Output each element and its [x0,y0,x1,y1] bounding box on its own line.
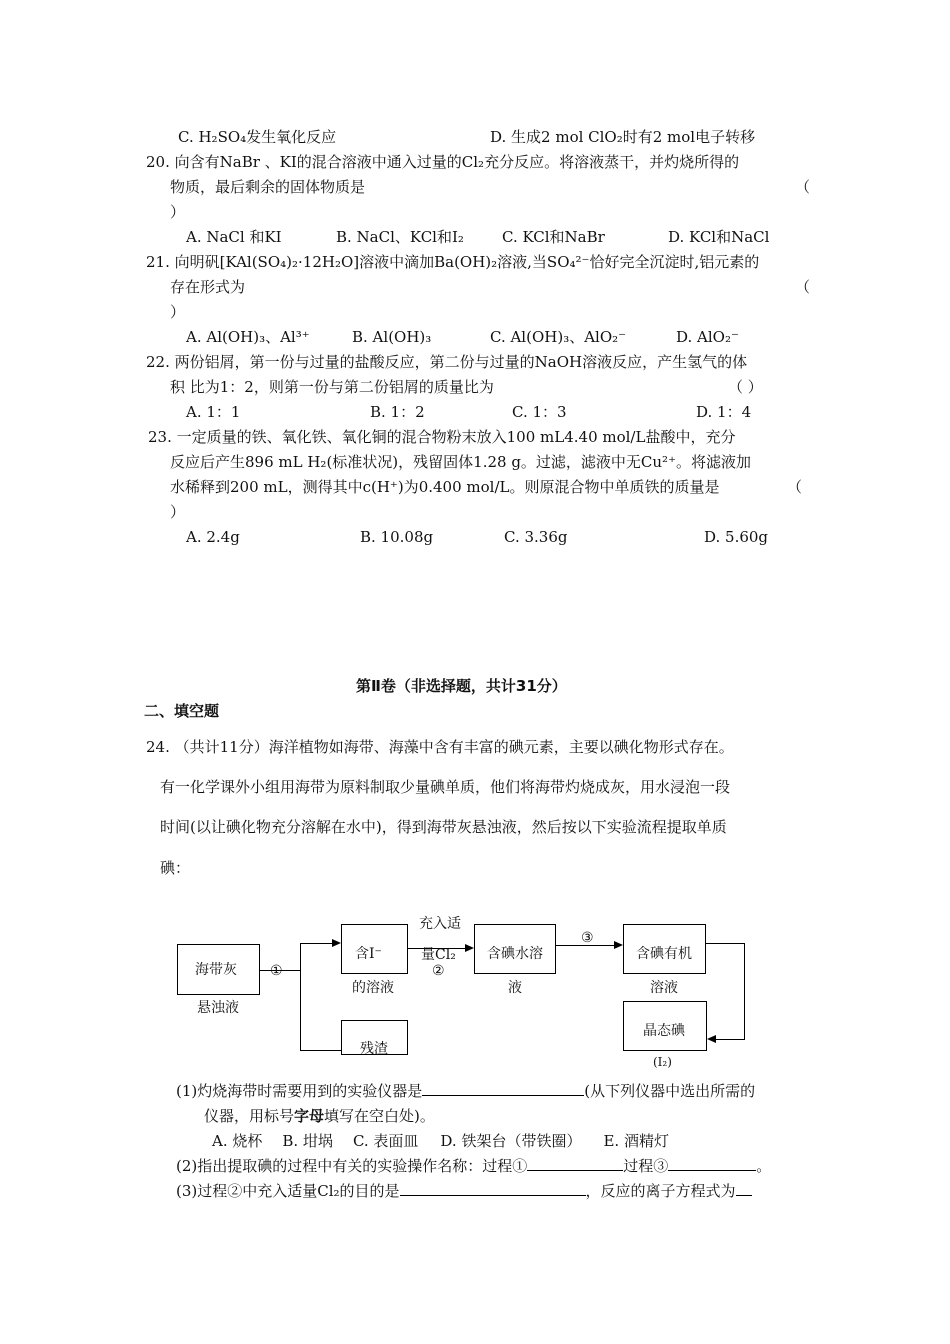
q24-sub3-blank-1[interactable] [400,1181,586,1196]
q24-sub3-blank-2[interactable] [736,1181,752,1196]
q22-option-c: C. 1：3 [512,403,567,421]
arrow-head-icon [332,939,341,947]
q20-paren-open: （ [795,178,811,196]
flow-return-vertical [744,943,745,1040]
q23-stem-line3: 水稀释到200 mL，测得其中c(H⁺)为0.400 mol/L。则原混合物中单质铁的质量是 [170,478,720,496]
q24-sub2 [176,1156,771,1176]
q24-sub2-text-b: 过程③ [623,1157,669,1175]
q23-paren-open: （ [787,478,803,496]
q24-intro-line4: 碘： [160,859,191,877]
instrument-e: E. 酒精灯 [603,1132,669,1150]
step-1-label: ① [270,963,283,979]
step-2-reagent-top: 充入适 [419,916,461,932]
q22-option-b: B. 1：2 [370,403,425,421]
q20-paren-close: ） [170,203,186,221]
arrow-head-icon [614,941,623,949]
box-iodine-water-label: 含碘水溶 [487,946,543,962]
q23-option-b: B. 10.08g [360,528,434,546]
q21-option-c: C. Al(OH)₃、AlO₂⁻ [490,328,627,346]
q24-sub1-bold: 字母 [294,1107,325,1125]
flow-return-top [706,943,745,944]
arrow-head-icon [707,1035,716,1043]
q22-option-a: A. 1：1 [186,403,241,421]
q20-option-c: C. KCl和NaBr [502,228,605,246]
box-iodine-organic-label: 含碘有机 [636,946,692,962]
section-heading: 二、填空题 [144,702,220,720]
q24-sub1-text-c: 仪器，用标号 [204,1107,295,1125]
q21-option-d: D. AlO₂⁻ [676,328,739,346]
q23-paren-close: ） [170,503,186,521]
q24-sub1-text-a: (1)灼烧海带时需要用到的实验仪器是 [176,1082,423,1100]
instrument-a: A. 烧杯 [212,1132,263,1150]
q24-sub3-text-b: ，反应的离子方程式为 [585,1182,736,1200]
q24-sub1 [176,1081,755,1101]
instrument-list [212,1131,669,1151]
q24-sub2-text-a: (2)指出提取碘的过程中有关的实验操作名称：过程① [176,1157,528,1175]
q20-option-a: A. NaCl 和KI [186,228,282,246]
step-2-reagent: 量Cl₂ [421,947,456,963]
q21-option-b: B. Al(OH)₃ [352,328,432,346]
q23-option-a: A. 2.4g [186,528,240,546]
box-crystal-iodine-caption: (I₂) [653,1055,672,1069]
q24-sub1-blank[interactable] [422,1081,584,1096]
q19-option-d: D. 生成2 mol ClO₂时有2 mol电子转移 [490,128,756,146]
instrument-b: B. 坩埚 [282,1132,333,1150]
q24-sub1-line2 [204,1106,435,1126]
arrow-head-icon [465,944,474,952]
q21-option-a: A. Al(OH)₃、Al³⁺ [186,328,310,346]
q22-option-d: D. 1：4 [696,403,752,421]
q21-paren-close: ） [170,303,186,321]
step-2-label: ② [432,963,445,979]
box-iodine-organic-caption: 溶液 [650,980,678,996]
q24-sub2-blank-2[interactable] [668,1156,756,1171]
q22-answer-paren: （ ） [728,378,763,396]
q20-stem-line2: 物质，最后剩余的固体物质是 [170,178,366,196]
q23-option-c: C. 3.36g [504,528,568,546]
section-title: 第Ⅱ卷（非选择题，共计31分） [356,677,567,695]
box-iodide-solution-label: 含I⁻ [355,946,382,962]
q24-sub3 [176,1181,752,1201]
q24-sub2-blank-1[interactable] [527,1156,623,1171]
flow-branch-line [300,943,301,1051]
box-crystal-iodine-label: 晶态碘 [643,1023,685,1039]
flow-arrow-upper [300,943,334,944]
q24-intro-line1: 24. （共计11分）海洋植物如海带、海藻中含有丰富的碘元素，主要以碘化物形式存在。 [146,738,734,756]
flow-line-lower [300,1050,341,1051]
q20-option-b: B. NaCl、KCl和I₂ [336,228,464,246]
q21-paren-open: （ [795,278,811,296]
q22-stem-line1: 22. 两份铝屑，第一份与过量的盐酸反应，第二份与过量的NaOH溶液反应，产生氢气的体 [146,353,748,371]
q20-stem-line1: 20. 向含有NaBr 、KI的混合溶液中通入过量的Cl₂充分反应。将溶液蒸干，并灼烧所得的 [146,153,740,171]
instrument-d: D. 铁架台（带铁圈） [440,1132,582,1150]
q23-option-d: D. 5.60g [704,528,769,546]
q24-sub3-text-a: (3)过程②中充入适量Cl₂的目的是 [176,1182,400,1200]
flow-return-bottom [715,1039,745,1040]
box-residue-label: 残渣 [360,1041,388,1057]
box-kelp-ash-label: 海带灰 [195,962,237,978]
q23-stem-line1: 23. 一定质量的铁、氧化铁、氧化铜的混合物粉末放入100 mL4.40 mol/L盐酸中，充分 [148,428,736,446]
q23-stem-line2: 反应后产生896 mL H₂(标准状况)，残留固体1.28 g。过滤，滤液中无Cu²⁺。将滤液加 [170,453,751,471]
q19-option-c: C. H₂SO₄发生氧化反应 [178,128,337,146]
q20-option-d: D. KCl和NaCl [668,228,770,246]
box-iodine-water-caption: 液 [508,980,522,996]
step-3-label: ③ [581,930,594,946]
box-iodide-solution-caption: 的溶液 [352,980,394,996]
q22-stem-line2: 积 比为1：2，则第一份与第二份铝屑的质量比为 [170,378,494,396]
q21-stem-line2: 存在形式为 [170,278,246,296]
q24-sub1-text-d: 填写在空白处)。 [324,1107,435,1125]
q24-intro-line2: 有一化学课外小组用海带为原料制取少量碘单质，他们将海带灼烧成灰，用水浸泡一段 [160,778,731,796]
q21-stem-line1: 21. 向明矾[KAl(SO₄)₂·12H₂O]溶液中滴加Ba(OH)₂溶液,当SO₄²⁻恰好完全沉淀时,铝元素的 [146,253,760,271]
q24-sub2-end: 。 [756,1157,772,1175]
box-kelp-ash-caption: 悬浊液 [197,1000,239,1016]
instrument-c: C. 表面皿 [352,1132,419,1150]
q24-sub1-text-b: (从下列仪器中选出所需的 [584,1082,756,1100]
q24-intro-line3: 时间(以让碘化物充分溶解在水中)，得到海带灰悬浊液，然后按以下实验流程提取单质 [160,818,727,836]
